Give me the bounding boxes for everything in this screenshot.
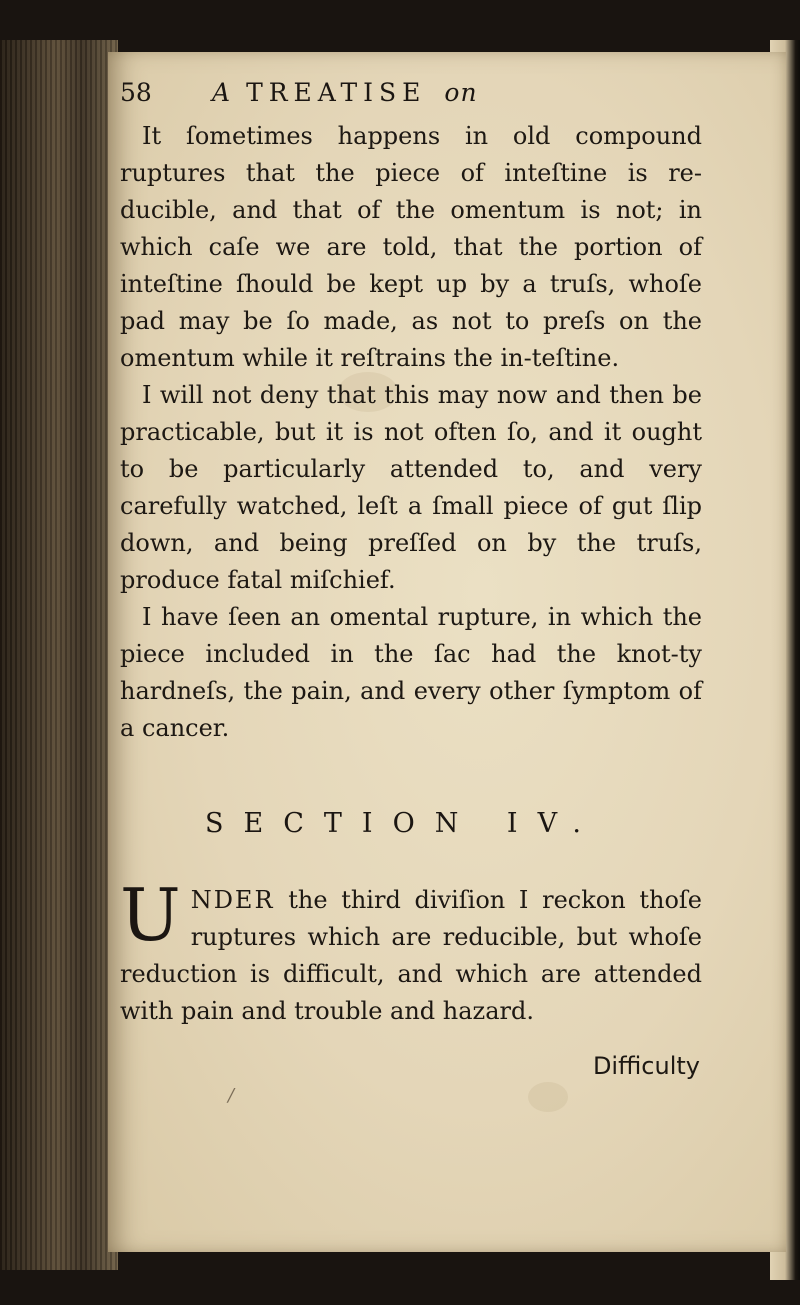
section-text: the third diviſion I reckon thoſe ruptures which are reducible, but whoſe reduction is difficult, and which are attended with pain and trouble and hazard. <box>120 886 702 1025</box>
book-edge-left <box>0 40 118 1270</box>
running-head <box>212 78 478 107</box>
catchword: Difficulty <box>592 1052 700 1080</box>
running-head-prefix: A <box>212 78 237 107</box>
paper-stain <box>528 1082 568 1112</box>
section-paragraph <box>120 873 702 1030</box>
paragraph: I will not deny that this may now and then be practicable, but it is not often ſo, and it ought to be particularly attended to, and very carefully watched, leſt a ſmall piece of gut ſlip down, and being preſſed on by the truſs, produce fatal miſchief. <box>120 381 702 594</box>
running-head-suffix: on <box>444 78 478 107</box>
body-text <box>120 118 702 747</box>
paragraph: It ſometimes happens in old compound ruptures that the piece of inteſtine is re-ducible, and that of the omentum is not; in which caſe we are told, that the portion of inteſtine ſhould be kept up by a truſs, whoſe pad may be ſo made, as not to preſs on the omentum while it reſtrains the in-teſtine. <box>120 122 702 372</box>
page-number: 58 <box>120 78 152 107</box>
margin-mark: / <box>228 1085 235 1106</box>
running-header <box>120 78 620 118</box>
drop-cap: U <box>120 873 181 957</box>
paragraph: I have ſeen an omental rupture, in which the piece included in the ſac had the knot-ty hardneſs, the pain, and every other ſymptom of a cancer. <box>120 603 702 742</box>
section-lead: NDER <box>190 886 275 914</box>
section-heading: SECTION IV. <box>205 808 601 839</box>
running-head-main: TREATISE <box>246 78 427 107</box>
